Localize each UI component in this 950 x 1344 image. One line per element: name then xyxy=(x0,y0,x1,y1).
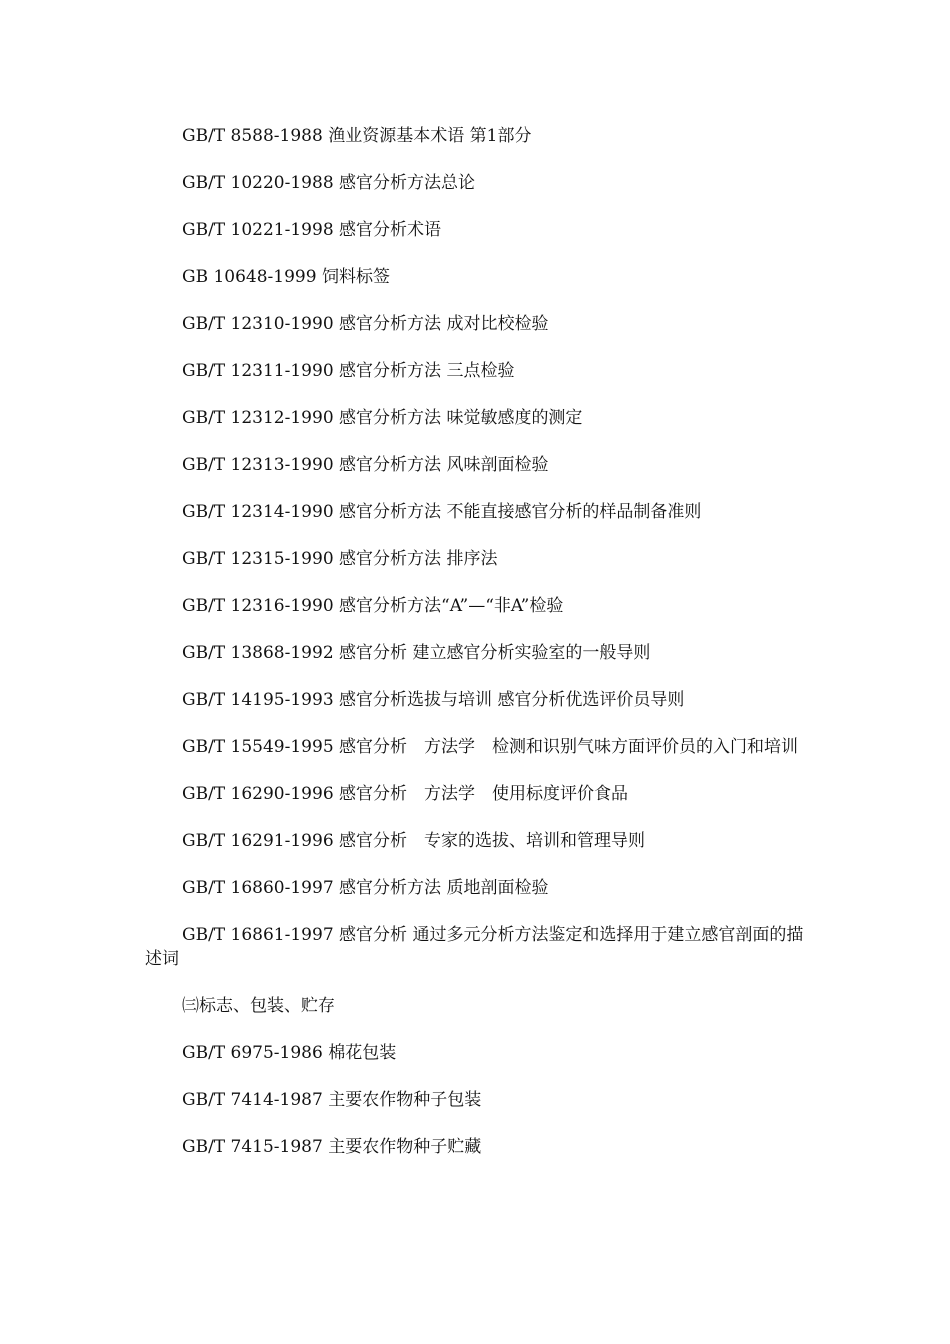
standard-entry: GB/T 12311-1990 感官分析方法 三点检验 xyxy=(182,361,515,381)
standard-entry: GB/T 12316-1990 感官分析方法“A”—“非A”检验 xyxy=(182,596,564,616)
standard-entry: GB/T 12315-1990 感官分析方法 排序法 xyxy=(182,549,498,569)
standard-entry: GB/T 12313-1990 感官分析方法 风味剖面检验 xyxy=(182,455,549,475)
standard-entry: GB/T 13868-1992 感官分析 建立感官分析实验室的一般导则 xyxy=(182,643,651,663)
standard-entry: GB/T 10220-1988 感官分析方法总论 xyxy=(182,173,476,193)
standard-entry: GB/T 8588-1988 渔业资源基本术语 第1部分 xyxy=(182,126,532,146)
standard-entry: GB/T 12312-1990 感官分析方法 味觉敏感度的测定 xyxy=(182,408,583,428)
standard-entry: GB/T 16290-1996 感官分析 方法学 使用标度评价食品 xyxy=(182,784,629,804)
standard-entry: GB/T 16861-1997 感官分析 通过多元分析方法鉴定和选择用于建立感官剖面的描述词 xyxy=(145,925,804,969)
section-heading: ㈢标志、包装、贮存 xyxy=(182,996,335,1016)
standard-entry: GB/T 16860-1997 感官分析方法 质地剖面检验 xyxy=(182,878,549,898)
standard-entry: GB 10648-1999 饲料标签 xyxy=(182,267,390,287)
standard-entry: GB/T 7415-1987 主要农作物种子贮藏 xyxy=(182,1137,482,1157)
document-body xyxy=(145,124,810,1159)
standard-entry: GB/T 6975-1986 棉花包装 xyxy=(182,1043,397,1063)
standard-entry: GB/T 15549-1995 感官分析 方法学 检测和识别气味方面评价员的入门和培训 xyxy=(182,737,799,757)
standard-entry: GB/T 14195-1993 感官分析选拔与培训 感官分析优选评价员导则 xyxy=(182,690,685,710)
standard-entry: GB/T 10221-1998 感官分析术语 xyxy=(182,220,442,240)
standard-entry: GB/T 12310-1990 感官分析方法 成对比校检验 xyxy=(182,314,549,334)
standard-entry: GB/T 7414-1987 主要农作物种子包装 xyxy=(182,1090,482,1110)
standard-entry: GB/T 12314-1990 感官分析方法 不能直接感官分析的样品制备准则 xyxy=(182,502,702,522)
standard-entry: GB/T 16291-1996 感官分析 专家的选拔、培训和管理导则 xyxy=(182,831,646,851)
